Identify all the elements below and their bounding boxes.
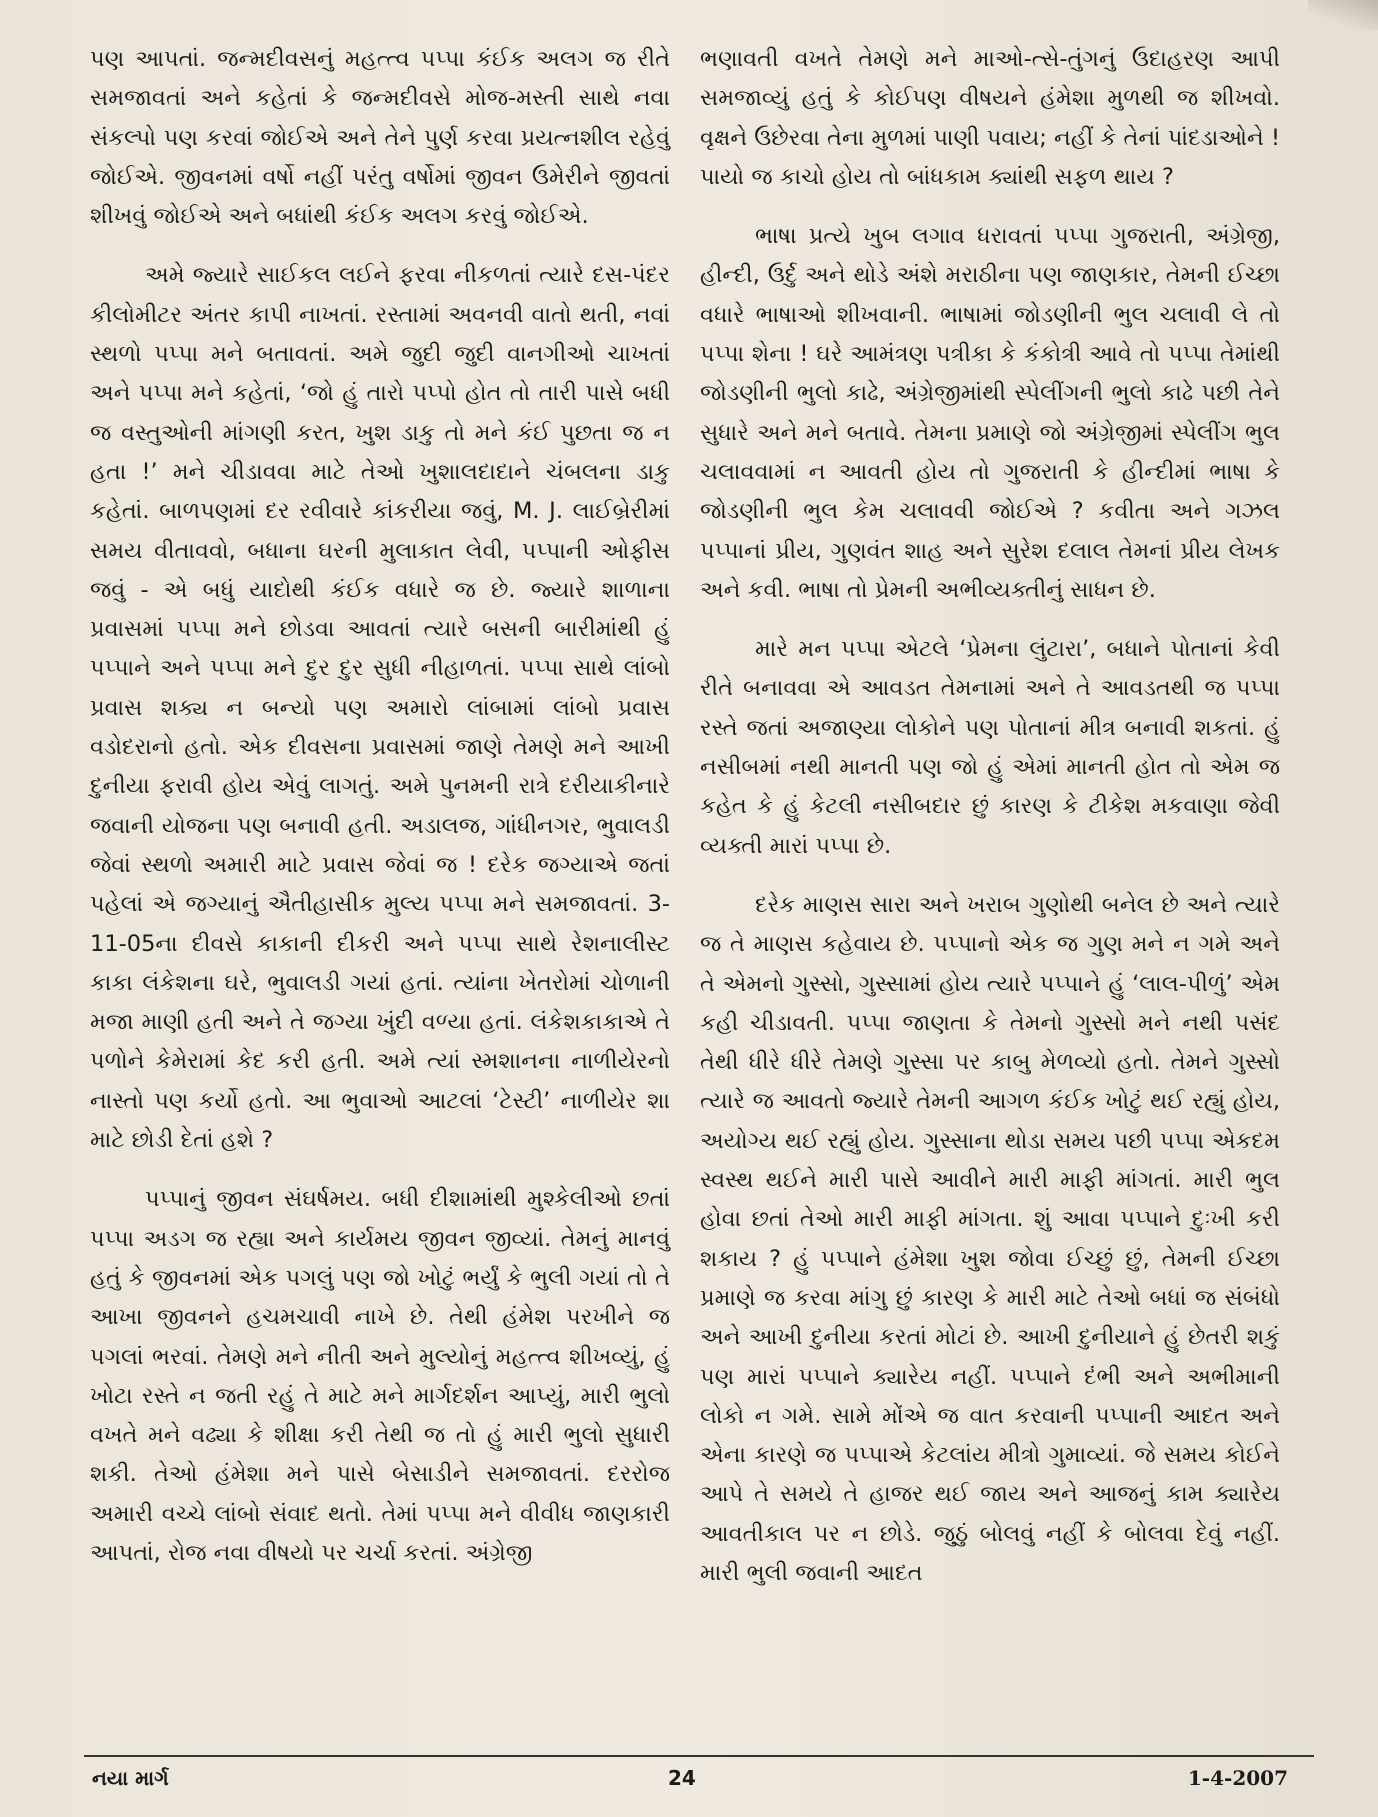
left-column — [90, 40, 670, 1593]
left-paragraph-1: પણ આપતાં. જન્મદીવસનું મહત્ત્વ પપ્પા કંઈક અલગ જ રીતે સમજાવતાં અને કહેતાં કે જન્મદીવસે મોજ-મસ્તી સાથે નવા સંકલ્પો પણ કરવાં જોઈએ અને તેને પુર્ણ કરવા પ્રયત્નશીલ રહેવું જોઈએ. જીવનમાં વર્ષો નહીં પરંતુ વર્ષોમાં જીવન ઉમેરીને જીવતાં શીખવું જોઈએ અને બધાંથી કંઈક અલગ કરવું જોઈએ. — [90, 46, 670, 230]
footer-magazine-name: નયા માર્ગ — [92, 1766, 169, 1790]
right-column — [700, 40, 1280, 1613]
left-paragraph-2: અમે જ્યારે સાઈકલ લઈને ફરવા નીકળતાં ત્યારે દસ-પંદર કીલોમીટર અંતર કાપી નાખતાં. રસ્તામાં અવનવી વાતો થતી, નવાં સ્થળો પપ્પા મને બતાવતાં. અમે જુદી જુદી વાનગીઓ ચાખતાં અને પપ્પા મને કહેતાં, ‘જો હું તારો પપ્પો હોત તો તારી પાસે બધી જ વસ્તુઓની માંગણી કરત, ખુશ ડાકુ તો મને કંઈ પુછતા જ ન હતા !’ મને ચીડાવવા માટે તેઓ ખુશાલદાદાને ચંબલના ડાકુ કહેતાં. બાળપણમાં દર રવીવારે કાંકરીયા જવું, M. J. લાઈબ્રેરીમાં સમય વીતાવવો, બધાના ઘરની મુલાકાત લેવી, પપ્પાની ઓફીસ જવું - એ બધું યાદોથી કંઈક વધારે જ છે. જ્યારે શાળાના પ્રવાસમાં પપ્પા મને છોડવા આવતાં ત્યારે બસની બારીમાંથી હું પપ્પાને અને પપ્પા મને દુર દુર સુધી નીહાળતાં. પપ્પા સાથે લાંબો પ્રવાસ શક્ય ન બન્યો પણ અમારો લાંબામાં લાંબો પ્રવાસ વડોદરાનો હતો. એક દીવસના પ્રવાસમાં જાણે તેમણે મને આખી દુનીયા ફરાવી હોય એવું લાગતું. અમે પુનમની રાત્રે દરીયાકીનારે જવાની યોજના પણ બનાવી હતી. અડાલજ, ગાંધીનગર, ભુવાલડી જેવાં સ્થળો અમારી માટે પ્રવાસ જેવાં જ ! દરેક જગ્યાએ જતાં પહેલાં એ જગ્યાનું ઐતીહાસીક મુલ્ય પપ્પા મને સમજાવતાં. 3-11-05ના દીવસે કાકાની દીકરી અને પપ્પા સાથે રેશનાલીસ્ટ કાકા લંકેશના ઘરે, ભુવાલડી ગયાં હતાં. ત્યાંના ખેતરોમાં ચોળાની મજા માણી હતી અને તે જગ્યા ખુંદી વળ્યા હતાં. લંકેશકાકાએ તે પળોને કેમેરામાં કેદ કરી હતી. અમે ત્યાં સ્મશાનના નાળીયેરનો નાસ્તો પણ કર્યો હતો. આ ભુવાઓ આટલાં ‘ટેસ્ટી’ નાળીયેર શા માટે છોડી દેતાં હશે ? — [90, 262, 670, 1154]
right-paragraph-4: દરેક માણસ સારા અને ખરાબ ગુણોથી બનેલ છે અને ત્યારે જ તે માણસ કહેવાય છે. પપ્પાનો એક જ ગુણ મને ન ગમે અને તે એમનો ગુસ્સો, ગુસ્સામાં હોય ત્યારે પપ્પાને હું ‘લાલ-પીળું’ એમ કહી ચીડાવતી. પપ્પા જાણતા કે તેમનો ગુસ્સો મને નથી પસંદ તેથી ધીરે ધીરે તેમણે ગુસ્સા પર કાબુ મેળવ્યો હતો. તેમને ગુસ્સો ત્યારે જ આવતો જ્યારે તેમની આગળ કંઈક ખોટું થઈ રહ્યું હોય, અયોગ્ય થઈ રહ્યું હોય. ગુસ્સાના થોડા સમય પછી પપ્પા એકદમ સ્વસ્થ થઈને મારી પાસે આવીને મારી માફી માંગતાં. મારી ભુલ હોવા છતાં તેઓ મારી માફી માંગતા. શું આવા પપ્પાને દુઃખી કરી શકાય ? હું પપ્પાને હંમેશા ખુશ જોવા ઈચ્છું છું, તેમની ઈચ્છા પ્રમાણે જ કરવા માંગુ છું કારણ કે મારી માટે તેઓ બધાં જ સંબંધો અને આખી દુનીયા કરતાં મોટાં છે. આખી દુનીયાને હું છેતરી શકું પણ મારાં પપ્પાને ક્યારેય નહીં. પપ્પાને દંભી અને અભીમાની લોકો ન ગમે. સામે મોંએ જ વાત કરવાની પપ્પાની આદત અને એના કારણે જ પપ્પાએ કેટલાંય મીત્રો ગુમાવ્યાં. જે સમય કોઈને આપે તે સમયે તે હાજર થઈ જાય અને આજનું કામ ક્યારેય આવતીકાલ પર ન છોડે. જુઠું બોલવું નહીં કે બોલવા દેવું નહીં. મારી ભુલી જવાની આદત — [700, 891, 1280, 1586]
footer-date: 1-4-2007 — [1187, 1766, 1288, 1790]
right-paragraph-1: ભણાવતી વખતે તેમણે મને માઓ-ત્સે-તુંગનું ઉદાહરણ આપી સમજાવ્યું હતું કે કોઈપણ વીષયને હંમેશા મુળથી જ શીખવો. વૃક્ષને ઉછેરવા તેના મુળમાં પાણી પવાય; નહીં કે તેનાં પાંદડાઓને ! પાયો જ કાચો હોય તો બાંધકામ ક્યાંથી સફળ થાય ? — [700, 46, 1280, 190]
footer-page-number: 24 — [668, 1766, 696, 1790]
right-paragraph-2: ભાષા પ્રત્યે ખુબ લગાવ ધરાવતાં પપ્પા ગુજરાતી, અંગ્રેજી, હીન્દી, ઉર્દુ અને થોડે અંશે મરાઠીના પણ જાણકાર, તેમની ઈચ્છા વધારે ભાષાઓ શીખવાની. ભાષામાં જોડણીની ભુલ ચલાવી લે તો પપ્પા શેના ! ઘરે આમંત્રણ પત્રીકા કે કંકોત્રી આવે તો પપ્પા તેમાંથી જોડણીની ભુલો કાઢે, અંગ્રેજીમાંથી સ્પેલીંગની ભુલો કાઢે પછી તેને સુધારે અને મને બતાવે. તેમના પ્રમાણે જો અંગ્રેજીમાં સ્પેલીંગ ભુલ ચલાવવામાં ન આવતી હોય તો ગુજરાતી કે હીન્દીમાં ભાષા કે જોડણીની ભુલ કેમ ચલાવવી જોઈએ ? કવીતા અને ગઝલ પપ્પાનાં પ્રીય, ગુણવંત શાહ અને સુરેશ દલાલ તેમનાં પ્રીય લેખક અને કવી. ભાષા તો પ્રેમની અભીવ્યક્તીનું સાધન છે. — [700, 223, 1280, 603]
footer-divider — [84, 1755, 1314, 1757]
left-paragraph-3: પપ્પાનું જીવન સંઘર્ષમય. બધી દીશામાંથી મુશ્કેલીઓ છતાં પપ્પા અડગ જ રહ્યા અને કાર્યમય જીવન જીવ્યાં. તેમનું માનવું હતું કે જીવનમાં એક પગલું પણ જો ખોટું ભર્યું કે ભુલી ગયાં તો તે આખા જીવનને હચમચાવી નાખે છે. તેથી હંમેશ પરખીને જ પગલાં ભરવાં. તેમણે મને નીતી અને મુલ્યોનું મહત્ત્વ શીખવ્યું, હું ખોટા રસ્તે ન જતી રહું તે માટે મને માર્ગદર્શન આપ્યું, મારી ભુલો વખતે મને વઢ્યા કે શીક્ષા કરી તેથી જ તો હું મારી ભુલો સુધારી શકી. તેઓ હંમેશા મને પાસે બેસાડીને સમજાવતાં. દરરોજ અમારી વચ્ચે લાંબો સંવાદ થતો. તેમાં પપ્પા મને વીવીધ જાણકારી આપતાં, રોજ નવા વીષયો પર ચર્ચા કરતાં. અંગ્રેજી — [90, 1186, 670, 1566]
right-paragraph-3: મારે મન પપ્પા એટલે ‘પ્રેમના લુંટારા’, બધાને પોતાનાં કેવી રીતે બનાવવા એ આવડત તેમનામાં અને તે આવડતથી જ પપ્પા રસ્તે જતાં અજાણ્યા લોકોને પણ પોતાનાં મીત્ર બનાવી શકતાં. હું નસીબમાં નથી માનતી પણ જો હું એમાં માનતી હોત તો એમ જ કહેત કે હું કેટલી નસીબદાર છું કારણ કે ટીકેશ મકવાણા જેવી વ્યક્તી મારાં પપ્પા છે. — [700, 636, 1280, 859]
page-fold-shadow — [1308, 0, 1378, 30]
